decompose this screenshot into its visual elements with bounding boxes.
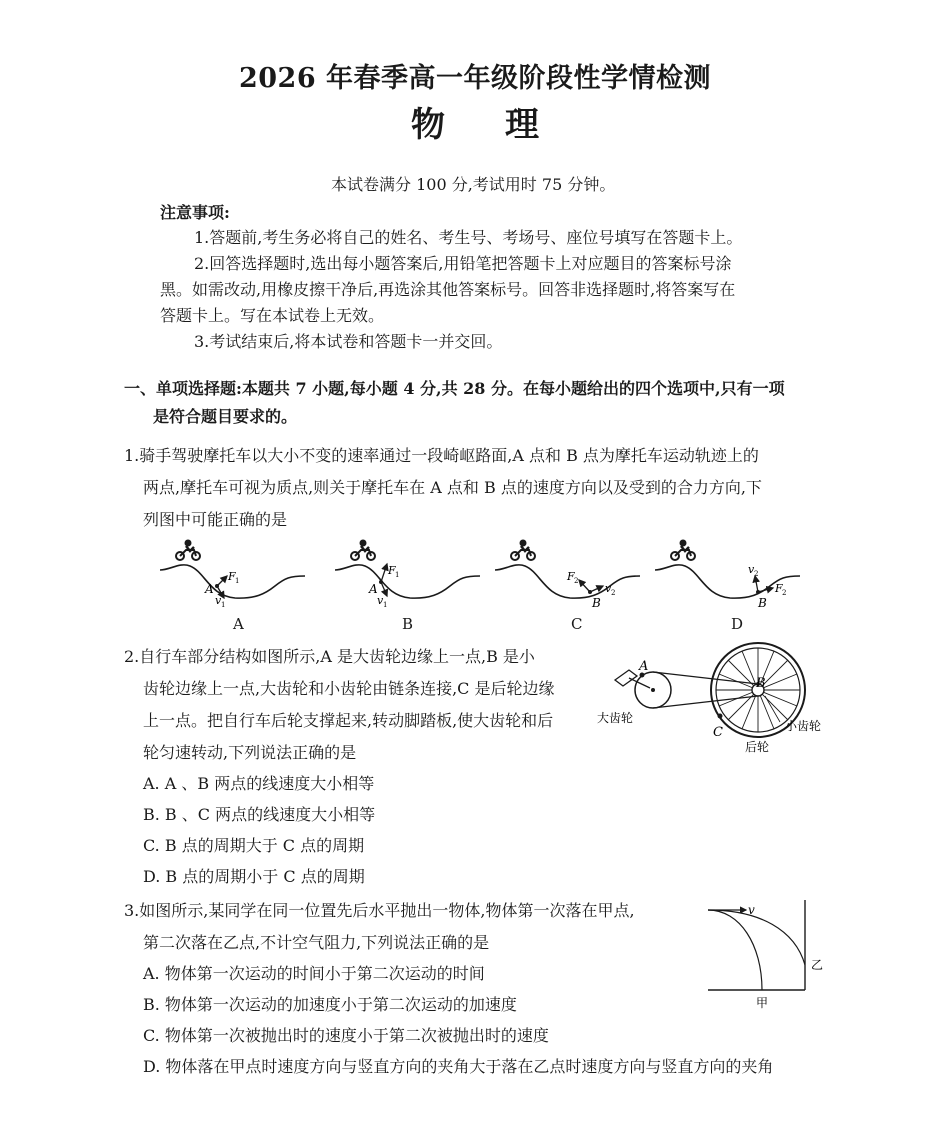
q3-option-a: A. 物体第一次运动的时间小于第二次运动的时间 <box>143 964 485 983</box>
q1-stem-line3: 列图中可能正确的是 <box>143 510 288 529</box>
q3-stem-line1: 3.如图所示,某同学在同一位置先后水平抛出一物体,物体第一次落在甲点, <box>124 901 635 920</box>
svg-text:1: 1 <box>395 571 400 579</box>
notes-line-1: 1.答题前,考生务必将自己的姓名、考生号、考场号、座位号填写在答题卡上。 <box>194 228 743 247</box>
q1-option-a-label: A <box>233 615 244 633</box>
notes-heading: 注意事项: <box>160 203 230 222</box>
subject-title: 物理 <box>411 105 599 145</box>
svg-text:v: v <box>215 594 222 607</box>
q2-stem-line1: 2.自行车部分结构如图所示,A 是大齿轮边缘上一点,B 是小 <box>124 647 535 666</box>
exam-title: 2026 年春季高一年级阶段性学情检测 <box>238 63 712 94</box>
svg-text:A: A <box>639 659 649 674</box>
svg-text:A: A <box>369 582 378 596</box>
q1-fig-b <box>335 540 480 610</box>
svg-text:A: A <box>205 582 214 596</box>
section1-heading-cont: 是符合题目要求的。 <box>153 407 298 426</box>
svg-text:v: v <box>605 582 612 595</box>
svg-text:B: B <box>592 596 601 610</box>
notes-line-2c: 答题卡上。写在本试卷上无效。 <box>160 306 385 325</box>
q3-option-c: C. 物体第一次被抛出时的速度小于第二次被抛出时的速度 <box>143 1026 549 1045</box>
svg-text:B: B <box>758 596 767 610</box>
q1-option-b-label: B <box>402 615 414 633</box>
q1-fig-a <box>160 540 305 610</box>
exam-info: 本试卷满分 100 分,考试用时 75 分钟。 <box>331 175 616 194</box>
q3-option-d: D. 物体落在甲点时速度方向与竖直方向的夹角大于落在乙点时速度方向与竖直方向的夹角 <box>143 1057 774 1076</box>
q2-label-big-gear: 大齿轮 <box>597 711 634 725</box>
svg-text:2: 2 <box>782 589 787 597</box>
q3-projectile-figure <box>700 895 830 1015</box>
q2-label-small-gear: 小齿轮 <box>785 719 822 733</box>
svg-text:B: B <box>756 676 766 691</box>
notes-line-2b: 黑。如需改动,用橡皮擦干净后,再选涂其他答案标号。回答非选择题时,将答案写在 <box>160 280 736 299</box>
svg-text:1: 1 <box>235 577 240 585</box>
q2-option-a: A. A 、B 两点的线速度大小相等 <box>143 774 375 793</box>
q3-label-jia: 甲 <box>756 996 769 1010</box>
q1-stem-line1: 1.骑手驾驶摩托车以大小不变的速率通过一段崎岖路面,A 点和 B 点为摩托车运动轨迹上的 <box>124 446 759 465</box>
svg-text:F: F <box>567 570 575 583</box>
svg-text:2: 2 <box>574 577 579 585</box>
svg-text:F: F <box>775 582 783 595</box>
notes-line-2a: 2.回答选择题时,选出每小题答案后,用铅笔把答题卡上对应题目的答案标号涂 <box>194 254 732 273</box>
q2-stem-line3: 上一点。把自行车后轮支撑起来,转动脚踏板,使大齿轮和后 <box>143 711 554 730</box>
q1-option-c-label: C <box>571 615 583 633</box>
q2-option-d: D. B 点的周期小于 C 点的周期 <box>143 867 365 886</box>
q2-bicycle-figure <box>595 640 835 760</box>
q1-fig-d <box>655 540 800 611</box>
svg-text:1: 1 <box>383 601 388 609</box>
q3-option-b: B. 物体第一次运动的加速度小于第二次运动的加速度 <box>143 995 517 1014</box>
notes-line-3: 3.考试结束后,将本试卷和答题卡一并交回。 <box>194 332 503 351</box>
q1-stem-line2: 两点,摩托车可视为质点,则关于摩托车在 A 点和 B 点的速度方向以及受到的合力方向,下 <box>143 478 762 497</box>
q1-option-d-label: D <box>731 615 744 633</box>
q3-label-yi: 乙 <box>811 958 824 972</box>
svg-text:v: v <box>748 563 755 576</box>
q2-option-c: C. B 点的周期大于 C 点的周期 <box>143 836 365 855</box>
svg-text:v: v <box>377 594 384 607</box>
q2-stem-line4: 轮匀速转动,下列说法正确的是 <box>143 743 357 762</box>
svg-text:F: F <box>388 564 396 577</box>
q3-stem-line2: 第二次落在乙点,不计空气阻力,下列说法正确的是 <box>143 933 490 952</box>
svg-text:1: 1 <box>221 601 226 609</box>
q1-fig-c <box>495 540 640 611</box>
q2-option-b: B. B 、C 两点的线速度大小相等 <box>143 805 376 824</box>
svg-text:2: 2 <box>611 589 616 597</box>
svg-text:C: C <box>713 725 723 740</box>
q2-label-rear-wheel: 后轮 <box>745 740 770 754</box>
section1-heading: 一、单项选择题:本题共 7 小题,每小题 4 分,共 28 分。在每小题给出的四个选项中,只有一项 <box>124 379 785 398</box>
q2-stem-line2: 齿轮边缘上一点,大齿轮和小齿轮由链条连接,C 是后轮边缘 <box>143 679 555 698</box>
svg-text:F: F <box>228 570 236 583</box>
svg-text:2: 2 <box>754 570 759 578</box>
q3-label-v: v <box>748 903 755 917</box>
